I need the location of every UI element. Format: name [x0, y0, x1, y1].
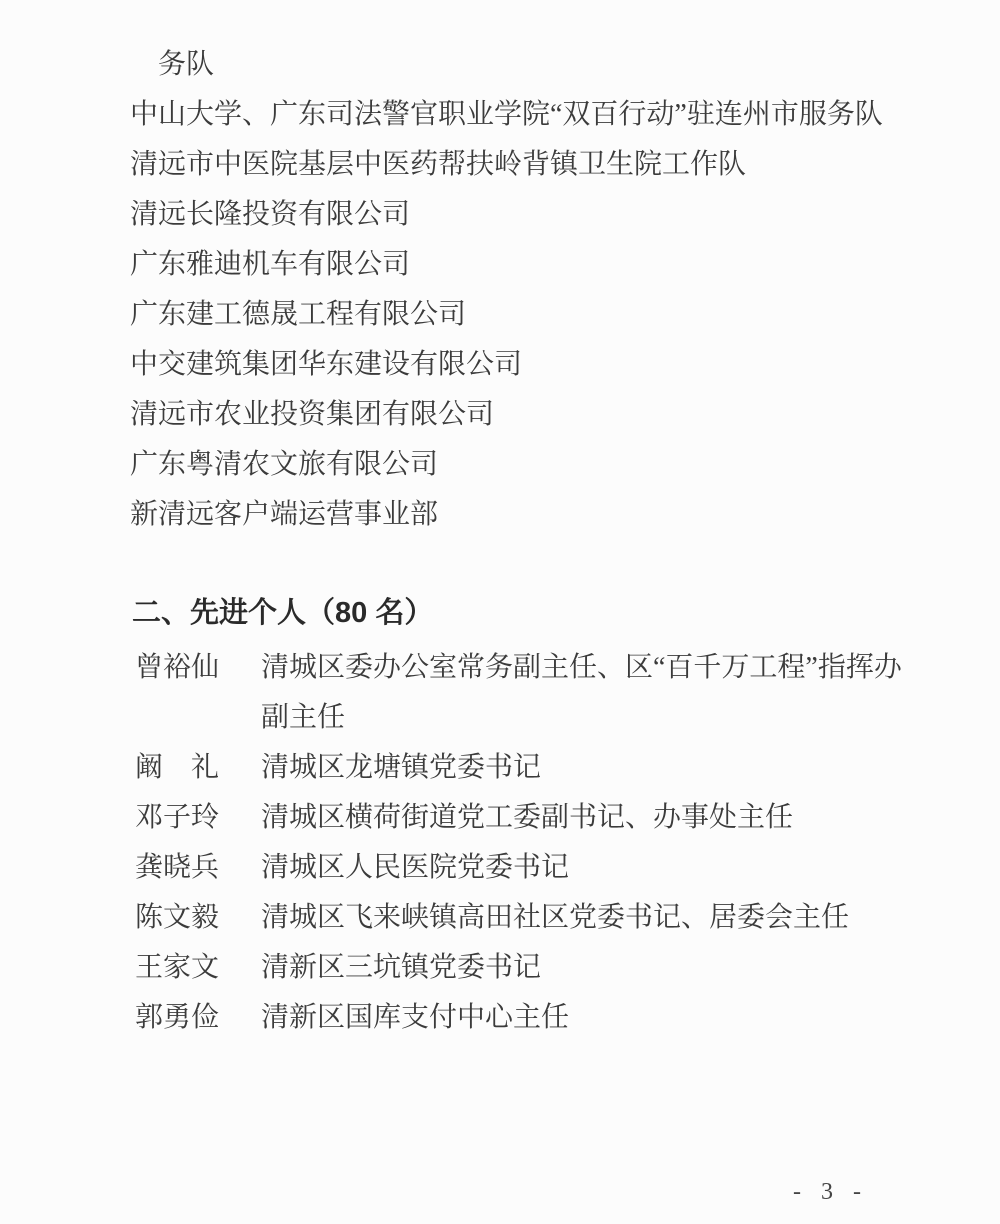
organization-list-item: 清远市中医院基层中医药帮扶岭背镇卫生院工作队 [130, 149, 747, 180]
person-name: 邓子玲 [135, 802, 220, 833]
individual-row [130, 893, 1000, 943]
individuals-list [130, 643, 1000, 1043]
organization-list-item: 广东粤清农文旅有限公司 [130, 449, 439, 480]
person-position: 清城区龙塘镇党委书记 [261, 752, 542, 783]
organization-list-item: 新清远客户端运营事业部 [130, 499, 439, 530]
organization-list-item: 广东雅迪机车有限公司 [130, 249, 411, 280]
organization-list-item: 清远市农业投资集团有限公司 [130, 399, 495, 430]
person-position: 清城区人民医院党委书记 [261, 852, 570, 883]
person-name: 阚 礼 [135, 752, 220, 783]
person-position: 清新区三坑镇党委书记 [261, 952, 542, 983]
individual-row [130, 643, 1000, 743]
organization-list-item: 中山大学、广东司法警官职业学院“双百行动”驻连州市服务队 [130, 99, 883, 130]
person-name: 曾裕仙 [135, 652, 220, 683]
person-position: 清城区飞来峡镇高田社区党委书记、居委会主任 [261, 902, 850, 933]
individual-row [130, 993, 1000, 1043]
section-header: 二、先进个人（80 名） [132, 597, 434, 629]
page-number: - 3 - [793, 1179, 868, 1205]
individual-row [130, 843, 1000, 893]
person-name: 陈文毅 [135, 902, 220, 933]
organization-list-item: 中交建筑集团华东建设有限公司 [130, 349, 523, 380]
organization-list-item: 务队 [158, 49, 215, 80]
person-name: 郭勇俭 [135, 1002, 220, 1033]
person-position: 清新区国库支付中心主任 [261, 1002, 570, 1033]
person-position: 清城区横荷街道党工委副书记、办事处主任 [261, 802, 794, 833]
individual-row [130, 743, 1000, 793]
person-position: 清城区委办公室常务副主任、区“百千万工程”指挥办副主任 [261, 652, 902, 733]
organization-list-item: 广东建工德晟工程有限公司 [130, 299, 467, 330]
individual-row [130, 793, 1000, 843]
person-name: 龚晓兵 [135, 852, 220, 883]
person-name: 王家文 [135, 952, 220, 983]
individual-row [130, 943, 1000, 993]
organization-list-item: 清远长隆投资有限公司 [130, 199, 411, 230]
organization-list [130, 40, 892, 540]
